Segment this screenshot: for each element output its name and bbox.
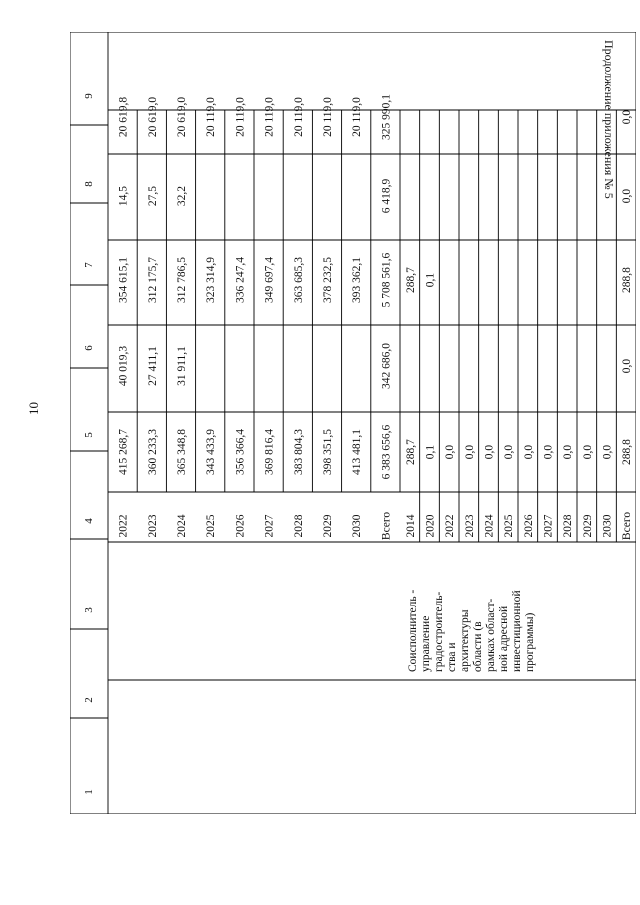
block2-c5-3: 0,0 xyxy=(463,444,476,460)
block2-c5-2: 0,0 xyxy=(444,444,457,460)
executor-line-6: рамках област- xyxy=(485,598,497,672)
column-header-7: 7 xyxy=(83,262,95,268)
block2-c5-1: 0,1 xyxy=(424,444,437,460)
block1-c8-0: 14,5 xyxy=(117,185,130,207)
column-header-9: 9 xyxy=(83,93,95,99)
column-header-2: 2 xyxy=(83,697,95,703)
block2-c7-1: 0,1 xyxy=(424,272,437,288)
column-header-8: 8 xyxy=(83,181,95,187)
block1-c7-1: 312 175,7 xyxy=(146,257,159,303)
block2-c5-11: 288,8 xyxy=(621,439,634,465)
block1-c5-4: 356 366,4 xyxy=(234,429,247,475)
block1-year-7: 2029 xyxy=(322,514,334,538)
column-header-1: 1 xyxy=(83,789,95,795)
block1-c6-0: 40 019,3 xyxy=(117,345,130,387)
column-header-6: 6 xyxy=(83,345,95,351)
block1-c8-1: 27,5 xyxy=(146,185,159,207)
block1-c5-9: 6 383 656,6 xyxy=(380,424,393,480)
block1-c9-4: 20 119,0 xyxy=(234,97,247,137)
block1-c9-5: 20 119,0 xyxy=(263,97,276,137)
block1-year-1: 2023 xyxy=(146,514,159,538)
block1-c7-4: 336 247,4 xyxy=(234,257,247,303)
block1-c9-9: 325 990,1 xyxy=(380,94,393,140)
block2-year-0: 2014 xyxy=(404,514,417,538)
executor-line-0: Соисполнитель - xyxy=(407,589,419,672)
block2-c9-11: 0,0 xyxy=(621,109,634,125)
appendix-caption: Продолжение приложения № 5 xyxy=(602,40,616,199)
block2-c6-11: 0,0 xyxy=(621,358,634,374)
block2-c5-9: 0,0 xyxy=(581,444,594,460)
block2-year-9: 2029 xyxy=(581,514,594,538)
table-cells xyxy=(83,93,633,795)
block2-c5-6: 0,0 xyxy=(522,444,535,460)
block1-year-5: 2027 xyxy=(263,514,276,538)
block2-c5-7: 0,0 xyxy=(542,444,555,460)
block1-c5-5: 369 816,4 xyxy=(263,429,276,475)
block1-year-9: Всего xyxy=(380,511,393,541)
block1-c6-9: 342 686,0 xyxy=(380,343,393,389)
block1-c5-1: 360 233,3 xyxy=(146,429,159,475)
budget-table xyxy=(70,32,636,814)
executor-line-8: инвестиционной xyxy=(511,590,523,672)
block1-c8-2: 32,2 xyxy=(176,185,188,207)
block2-c5-10: 0,0 xyxy=(601,444,614,460)
executor-line-4: архитектуры xyxy=(459,609,471,672)
executor-line-9: программы) xyxy=(524,612,536,672)
block2-c5-4: 0,0 xyxy=(483,444,496,460)
block2-year-11: Всего xyxy=(621,511,634,541)
block1-c5-8: 413 481,1 xyxy=(351,429,364,475)
block1-year-3: 2025 xyxy=(205,514,218,538)
executor-line-1: управление xyxy=(420,615,432,672)
block1-c6-2: 31 911,1 xyxy=(176,346,188,386)
block1-c5-7: 398 351,5 xyxy=(322,429,334,475)
block1-year-0: 2022 xyxy=(117,514,130,538)
block2-year-3: 2023 xyxy=(463,514,476,538)
block2-year-2: 2022 xyxy=(444,514,457,538)
executor-line-2: градостроитель- xyxy=(433,591,445,672)
block1-c5-3: 343 433,9 xyxy=(205,429,218,475)
block1-year-4: 2026 xyxy=(234,514,247,538)
page-number: 10 xyxy=(26,402,41,415)
block1-c9-7: 20 119,0 xyxy=(322,97,334,137)
block2-c8-11: 0,0 xyxy=(621,188,634,204)
block2-c7-0: 288,7 xyxy=(404,267,417,293)
block2-c5-5: 0,0 xyxy=(503,444,516,460)
block1-c9-0: 20 619,8 xyxy=(117,96,130,138)
block1-c7-8: 393 362,1 xyxy=(351,257,364,303)
block1-c7-7: 378 232,5 xyxy=(322,257,334,303)
block1-c7-2: 312 786,5 xyxy=(176,257,188,303)
block1-c5-0: 415 268,7 xyxy=(117,429,130,475)
block2-year-5: 2025 xyxy=(503,514,516,538)
block2-year-4: 2024 xyxy=(483,514,496,538)
block2-year-7: 2027 xyxy=(542,514,555,538)
table-grid xyxy=(70,32,636,814)
block1-c7-6: 363 685,3 xyxy=(292,257,305,303)
block1-year-2: 2024 xyxy=(176,514,188,538)
block1-year-8: 2030 xyxy=(351,514,364,538)
block1-c7-5: 349 697,4 xyxy=(263,257,276,303)
block1-year-6: 2028 xyxy=(292,514,305,538)
block2-c5-0: 288,7 xyxy=(404,439,417,465)
block2-year-6: 2026 xyxy=(522,514,535,538)
block2-year-10: 2030 xyxy=(601,514,614,538)
block1-c7-3: 323 314,9 xyxy=(205,257,218,303)
block2-year-8: 2028 xyxy=(562,514,575,538)
column-header-4: 4 xyxy=(83,518,95,524)
block1-c7-0: 354 615,1 xyxy=(117,257,130,303)
block1-c9-1: 20 619,0 xyxy=(146,96,159,138)
column-header-5: 5 xyxy=(83,432,95,438)
block1-c6-1: 27 411,1 xyxy=(146,346,159,386)
block1-c9-2: 20 619,0 xyxy=(176,96,188,138)
executor-line-7: ной адресной xyxy=(498,605,510,672)
block1-c9-6: 20 119,0 xyxy=(292,97,305,137)
executor-line-5: области (в xyxy=(472,621,484,672)
block1-c7-9: 5 708 561,6 xyxy=(380,252,393,308)
block1-c5-6: 383 804,3 xyxy=(292,429,305,475)
block2-c7-11: 288,8 xyxy=(621,267,634,293)
block1-c5-2: 365 348,8 xyxy=(176,429,188,475)
column-header-3: 3 xyxy=(83,607,95,613)
block2-c5-8: 0,0 xyxy=(562,444,575,460)
executor-line-3: ства и xyxy=(446,642,458,672)
block1-c9-3: 20 119,0 xyxy=(205,97,218,137)
block1-c9-8: 20 119,0 xyxy=(351,97,364,137)
block1-c8-9: 6 418,9 xyxy=(380,178,393,214)
block2-year-1: 2020 xyxy=(424,514,437,538)
